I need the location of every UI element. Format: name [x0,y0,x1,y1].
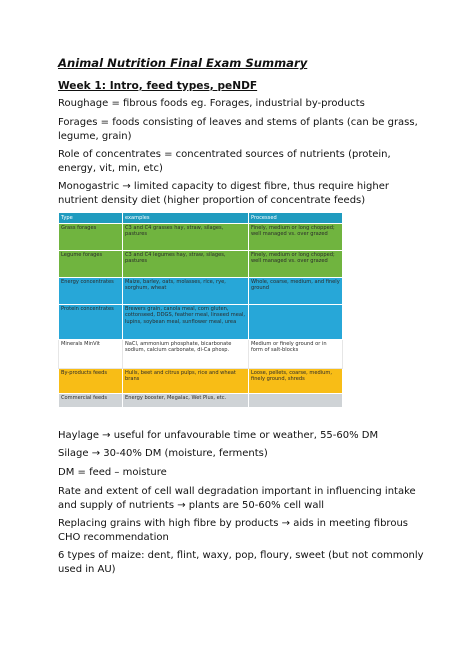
table-row [59,251,343,278]
paragraph-haylage: Haylage → useful for unfavourable time or weather, 55-60% DM [58,430,379,441]
cell-type: Energy concentrates [59,278,123,305]
paragraph-concentrates: Role of concentrates = concentrated sources of nutrients (protein, energy, vit, min, etc) [58,149,391,174]
cell-examples: NaCl, ammonium phosphate, bicarbonate sodium, calcium carbonate, di-Ca phosp. [123,340,249,369]
cell-processed: Finely, medium or long chopped; well managed vs. over grazed [249,224,343,251]
header-examples: examples [123,213,249,224]
table-row [59,369,343,394]
table-row [59,224,343,251]
cell-type: By-products feeds [59,369,123,394]
cell-examples: C3 and C4 legumes hay, straw, silages, pastures [123,251,249,278]
cell-examples: Hulls, beet and citrus pulps, rice and wheat brans [123,369,249,394]
feed-types-table [58,212,343,408]
paragraph-silage: Silage → 30-40% DM (moisture, ferments) [58,448,268,459]
cell-type: Protein concentrates [59,305,123,340]
cell-processed [249,394,343,408]
table-row [59,305,343,340]
header-processed: Processed [249,213,343,224]
table-row [59,394,343,408]
paragraph-forages: Forages = foods consisting of leaves and stems of plants (can be grass, legume, grain) [58,117,418,142]
table-row [59,278,343,305]
cell-processed: Medium or finely ground or in form of salt-blocks [249,340,343,369]
cell-examples: Energy booster, Megalac, Wet Plus, etc. [123,394,249,408]
table-header-row [59,213,343,224]
cell-type: Commercial feeds [59,394,123,408]
paragraph-roughage: Roughage = fibrous foods eg. Forages, industrial by-products [58,98,365,109]
paragraph-maize: 6 types of maize: dent, flint, waxy, pop, floury, sweet (but not commonly used in AU) [58,550,424,575]
header-type: Type [59,213,123,224]
paragraph-dm: DM = feed – moisture [58,467,167,478]
document-title: Animal Nutrition Final Exam Summary [58,56,308,70]
section-heading: Week 1: Intro, feed types, peNDF [58,80,258,92]
paragraph-monogastric: Monogastric → limited capacity to digest fibre, thus require higher nutrient density diet (higher proportion of concentrate feeds) [58,181,389,206]
paragraph-high-fibre: Replacing grains with high fibre by products → aids in meeting fibrous CHO recommendation [58,518,408,543]
paragraph-cell-wall: Rate and extent of cell wall degradation important in influencing intake and supply of nutrients → plants are 50-60% cell wall [58,486,416,511]
cell-type: Grass forages [59,224,123,251]
cell-processed [249,305,343,340]
table-row [59,340,343,369]
cell-processed: Whole, coarse, medium, and finely ground [249,278,343,305]
cell-examples: C3 and C4 grasses hay, straw, silages, pastures [123,224,249,251]
cell-examples: Maize, barley, oats, molasses, rice, rye, sorghum, wheat [123,278,249,305]
cell-processed: Finely, medium or long chopped; well managed vs. over grazed [249,251,343,278]
cell-examples: Brewers grain, canola meal, corn gluten, cottonseed, DDGS, feather meal, linseed meal, lupins, soybean meal, sunflower meal, urea [123,305,249,340]
cell-type: Legume forages [59,251,123,278]
cell-type: Minerals MinVit [59,340,123,369]
cell-processed: Loose, pellets, coarse, medium, finely ground, shreds [249,369,343,394]
